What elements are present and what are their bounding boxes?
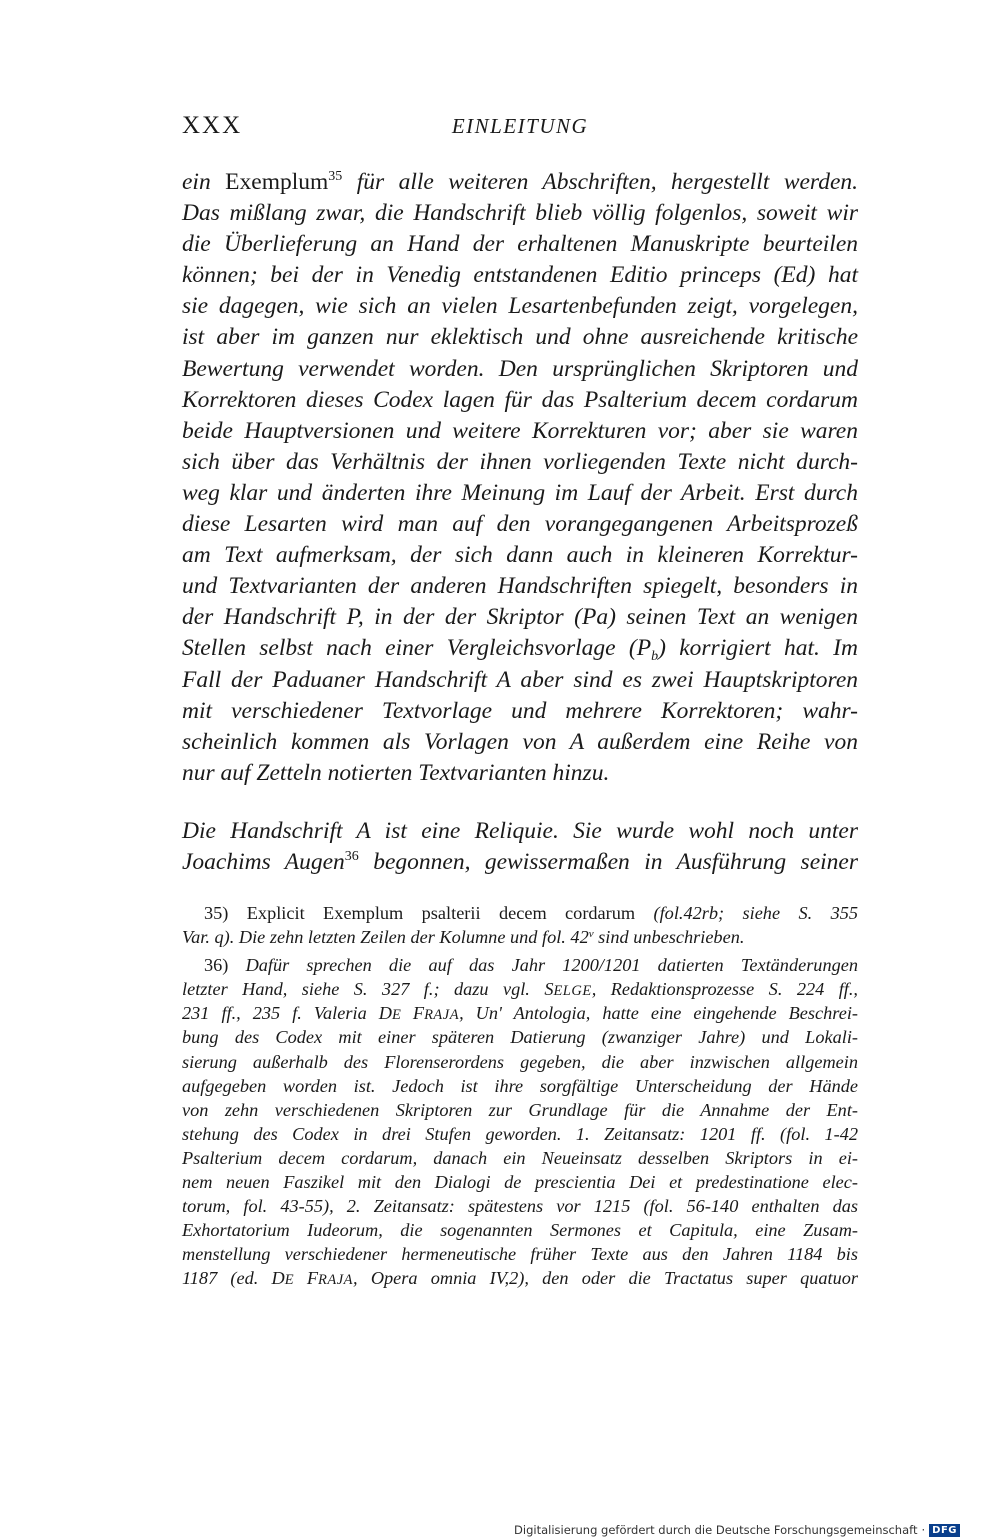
footnotes — [182, 901, 858, 1291]
text-line: Joachims Augen$^{36}$ begonnen, gewissermaßen in Ausführung seiner — [182, 849, 858, 876]
dfg-logo: DFG — [929, 1524, 960, 1537]
footnote-36-line: aufgegeben worden ist. Jedoch ist ihre sorgfältige Unterscheidung der Hände — [182, 1075, 858, 1096]
text-line: diese Lesarten wird man auf den vorangegangenen Arbeitsprozeß — [182, 511, 858, 538]
text-line: Das mißlang zwar, die Handschrift blieb völlig folgenlos, soweit wir — [182, 200, 858, 227]
running-head — [182, 112, 858, 148]
footnote-36-line: sierung außerhalb des Florenserordens gegeben, die aber inzwischen allgemein — [182, 1051, 858, 1072]
page-number: XXX — [182, 112, 243, 139]
paragraph-2 — [182, 816, 858, 878]
text-line: weg klar und änderten ihre Meinung im Lauf der Arbeit. Erst durch — [182, 479, 858, 506]
text-line: Die Handschrift A ist eine Reliquie. Sie wurde wohl noch unter — [182, 818, 858, 844]
text-line: und Textvarianten der anderen Handschriften spiegelt, besonders in — [182, 573, 858, 600]
text-line: nur auf Zetteln notierten Textvarianten hinzu. — [182, 759, 610, 786]
footnote-35-line: Var. q). Die zehn letzten Zeilen der Kolumne und fol. 42$^v$ sind unbeschrieben. — [182, 927, 745, 948]
text-line: beide Hauptversionen und weitere Korrekturen vor; aber sie waren — [182, 417, 858, 444]
footnote-36-line: Exhortatorium Iudeorum, die sogenannten Sermones et Capitula, eine Zusam- — [182, 1220, 858, 1241]
text-line: scheinlich kommen als Vorlagen von A außerdem eine Reihe von — [182, 728, 858, 755]
text-line: können; bei der in Venedig entstandenen Editio princeps (Ed) hat — [182, 262, 858, 289]
footnote-35-line: 35) Explicit Exemplum psalterii decem cordarum (fol.42rb; siehe S. 355 — [204, 903, 858, 923]
footnote-ref-35: 35 — [328, 169, 343, 184]
footnote-36-line: torum, fol. 43-55), 2. Zeitansatz: spätestens vor 1215 (fol. 56-140 enthalten das — [182, 1196, 858, 1217]
text-line: ein Exemplum$^{35}$ für alle weiteren Abschriften, hergestellt werden. — [182, 169, 859, 195]
footnote-36-line: bung des Codex mit einer späteren Datierung (zwanziger Jahre) und Lokali- — [182, 1027, 858, 1048]
text-line: Stellen selbst nach einer Vergleichsvorlage $(P_b)$ korrigiert hat. Im — [182, 635, 858, 665]
footnote-36-line: 1187 (ed. DE FRAJA, Opera omnia IV,2), den oder die Tractatus super quatuor — [182, 1268, 858, 1289]
text-line: sich über das Verhältnis der ihnen vorliegenden Texte nicht durch- — [182, 448, 858, 475]
text-line: Bewertung verwendet worden. Den ursprünglichen Skriptoren und — [182, 355, 858, 382]
text-line: am Text aufmerksam, der sich dann auch in kleineren Korrektur- — [182, 542, 858, 569]
footnote-36-line: Psalterium decem cordarum, danach ein Neueinsatz desselben Skriptors in ei- — [182, 1147, 858, 1168]
separator-dot: · — [921, 1523, 926, 1537]
text-line: mit verschiedener Textvorlage und mehrere Korrektoren; wahr- — [182, 697, 858, 724]
funding-note — [514, 1523, 960, 1537]
text-line: Korrektoren dieses Codex lagen für das Psalterium decem cordarum — [182, 386, 858, 413]
text-line: der Handschrift P, in der der Skriptor (Pa) seinen Text an wenigen — [182, 604, 858, 631]
funding-text: Digitalisierung gefördert durch die Deutsche Forschungsgemeinschaft — [514, 1523, 918, 1537]
footnote-36-line: letzter Hand, siehe S. 327 f.; dazu vgl. SELGE, Redaktionsprozesse S. 224 ff., — [182, 979, 858, 1000]
text-line: die Überlieferung an Hand der erhaltenen Manuskripte beurteilen — [182, 231, 858, 258]
footnote-36-line: 231 ff., 235 f. Valeria DE FRAJA, Un' Antologia, hatte eine eingehende Beschrei- — [182, 1003, 859, 1024]
paragraph-1 — [182, 167, 858, 789]
text-line: sie dagegen, wie sich an vielen Lesartenbefunden zeigt, vorgelegen, — [182, 293, 858, 320]
footnote-36-line: von zehn verschiedenen Skriptoren zur Grundlage für die Annahme der Ent- — [182, 1099, 858, 1120]
footnote-36-line: 36) Dafür sprechen die auf das Jahr 1200/1201 datierten Textänderungen — [204, 955, 858, 976]
footnote-36-line: stehung des Codex in drei Stufen geworden. 1. Zeitansatz: 1201 ff. (fol. 1-42 — [182, 1123, 858, 1144]
text-line: Fall der Paduaner Handschrift A aber sind es zwei Hauptskriptoren — [182, 666, 858, 693]
text-line: ist aber im ganzen nur eklektisch und ohne ausreichende kritische — [182, 324, 858, 351]
footnote-ref-36: 36 — [344, 849, 359, 865]
footnote-36-line: menstellung verschiedener hermeneutische früher Texte aus den Jahren 1184 bis — [182, 1244, 858, 1265]
footnote-36-line: nem neuen Faszikel mit den Dialogi de prescientia Dei et predestinatione elec- — [182, 1172, 858, 1193]
section-title: EINLEITUNG — [451, 114, 589, 138]
